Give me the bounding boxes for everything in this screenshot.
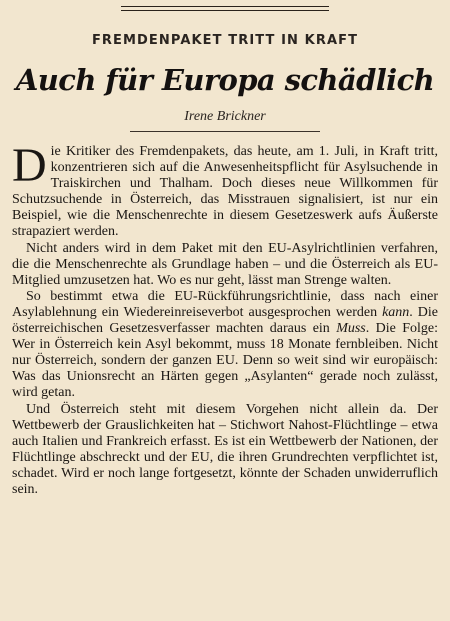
paragraph-1 xyxy=(12,139,438,241)
dropcap: D xyxy=(12,139,47,192)
paragraph-2-text: Nicht anders wird in dem Paket mit den EU-Asylrichtlinien verfahren, die die Menschenrechte als Grundlage haben – und die Österreich als EU-Mitglied umzusetzen hat. Wo es nur geht, lässt man Strenge walten. xyxy=(12,240,438,288)
byline-rule xyxy=(130,131,320,132)
paragraph-3-text-a: So bestimmt etwa die EU-Rückführungsrichtlinie, dass nach einer Asylablehnung ein Wiedereinreiseverbot ausgesprochen werden xyxy=(12,288,438,320)
paragraph-2 xyxy=(12,241,438,289)
paragraph-4-text: Und Österreich steht mit diesem Vorgehen nicht allein da. Der Wettbewerb der Grauslichkeiten hat – Stichwort Nahost-Flüchtlinge – etwa auch Italien und Frankreich erfasst. Es ist ein Wettbewerb der Nationen, der Flüchtlinge abschreckt und der EU, die ihren Grundrechten verpflichtet ist, schadet. Wird er noch lange fortgesetzt, könnte der Schaden unwiderruflich sein. xyxy=(12,401,438,497)
paragraph-4 xyxy=(12,402,438,499)
paragraph-3-text-c: . Die Folge: Wer in Österreich kein Asyl bekommt, muss 18 Monate fernbleiben. Nicht nur Österreich, sondern der ganzen EU. Denn so weit sind wir europäisch: Was das Unionsrecht an Härten gegen „Asylanten“ gerade noch zulässt, wird getan. xyxy=(12,321,438,401)
emphasis-muss: Muss xyxy=(336,321,366,337)
top-rule xyxy=(121,6,329,11)
article-body xyxy=(12,139,438,498)
kicker: FREMDENPAKET TRITT IN KRAFT xyxy=(91,33,359,48)
paragraph-1-text: ie Kritiker des Fremdenpakets, das heute, am 1. Juli, in Kraft tritt, konzentrieren sich auf die Anwesenheitspflicht für Asylsuchende in Traiskirchen und Thalham. Doch dieses neue Willkommen für Schutzsuchende in Österreich, das Misstrauen signalisiert, ist nur ein Beispiel, wie die Menschenrechte in diesem Gesetzeswerk aufs Äußerste strapaziert werden. xyxy=(12,144,438,240)
paragraph-3 xyxy=(12,289,438,402)
byline: Irene Brickner xyxy=(184,109,266,124)
paragraph-3-text-b: . Die österreichischen Gesetzesverfasser machten daraus ein xyxy=(12,304,438,337)
emphasis-kann: kann xyxy=(382,304,410,320)
headline: Auch für Europa schädlich xyxy=(15,63,435,97)
